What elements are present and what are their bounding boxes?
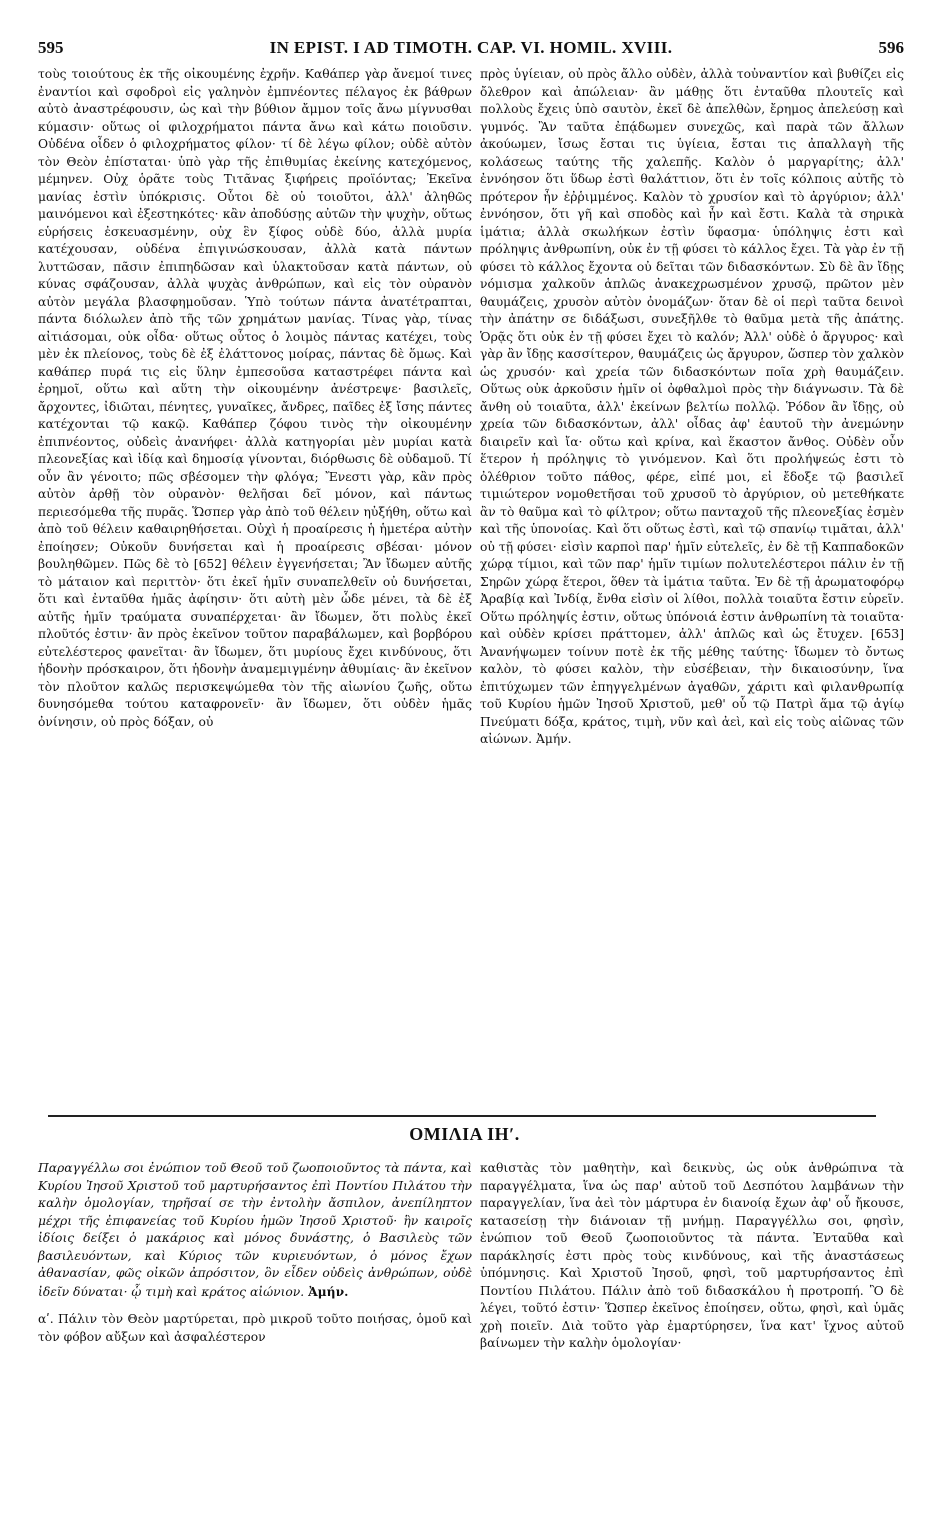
first-paragraph: αʹ. Πάλιν τὸν Θεὸν μαρτύρεται, πρὸ μικροῦ τοῦτο ποιήσας, ὁμοῦ καὶ τὸν φόβον αὔξων καὶ ἀσφαλέστερον [38,1312,472,1344]
right-column-lower-text: καθιστὰς τὸν μαθητὴν, καὶ δεικνὺς, ὡς οὐκ ἀνθρώπινα τὰ παραγγέλματα, ἵνα ὡς παρ' αὐτοῦ τοῦ Δεσπότου λαμβάνων τὴν παραγγελίαν, ἵνα ἀεὶ τὸν μάρτυρα ἐν διανοίᾳ ἔχων ἀφ' οὗ ἤκουσε, κατασείσῃ τὴν διάνοιαν τῇ μνήμῃ. Παραγγέλλω σοι, φησὶν, ἐνώπιον τοῦ Θεοῦ ζωοποιοῦντος τὰ πάντα. Ἐνταῦθα καὶ παράκλησίς ἐστι πρὸς τοὺς κινδύνους, καὶ τῆς ἀναστάσεως ὑπόμνησις. Καὶ Χριστοῦ Ἰησοῦ, φησὶ, τοῦ μαρτυρήσαντος ἐπὶ Ποντίου Πιλάτου. Πάλιν ἀπὸ τοῦ διδασκάλου ἡ προτροπή. Ὃ δὲ λέγει, τοῦτό ἐστιν· Ὥσπερ ἐκεῖνος ἐποίησεν, οὕτω, φησὶ, καὶ ὑμᾶς χρὴ ποιεῖν. Διὰ τοῦτο γὰρ ἐμαρτύρησεν, ἵνα κατ' ἴχνος αὐτοῦ βαίνωμεν τὴν καλὴν ὁμολογίαν· [480,1161,904,1350]
running-title: IN EPIST. I AD TIMOTH. CAP. VI. HOMIL. XVIII. [269,38,673,57]
left-column-lower [38,1160,472,1346]
scripture-quote [38,1160,472,1301]
homily-title: ΟΜΙΛΙΑ ΙΗʹ. [409,1124,520,1144]
right-column-text: πρὸς ὑγίειαν, οὐ πρὸς ἄλλο οὐδὲν, ἀλλὰ τοὐναντίον καὶ βυθίζει εἰς ὄλεθρον καὶ ἀπώλειαν· ἂν μάθῃς ὅτι ἐνταῦθα πλουτεῖς καὶ πολλοὺς ἔχεις ὑπὸ σαυτὸν, ἐκεῖ δὲ ἀπελθὼν, ἔρημος ἀπελεύσῃ καὶ γυμνός. Ἂν ταῦτα ἐπᾴδωμεν συνεχῶς, καὶ παρὰ τῶν ἄλλων ἀκούωμεν, ἴσως ἔσται τις ὑγίεια, ἔσται τις ἀπαλλαγὴ τῆς κολάσεως ταύτης τῆς χαλεπῆς. Καλὸν ὁ μαργαρίτης; ἀλλ' ἐννόησον ὅτι ὕδωρ ἐστὶ θαλάττιον, ὅτι ἐν τοῖς κόλποις αὐτῆς τὸ πρότερον ἦν ἐῤῥιμμένος. Καλὸν τὸ χρυσίον καὶ τὸ ἀργύριον; ἀλλ' ἐννόησον, ὅτι γῆ καὶ σποδὸς καὶ ἦν καὶ ἔστι. Καλὰ τὰ σηρικὰ ἱμάτια; ἀλλὰ σκωλήκων ἐστὶν ὕφασμα· ὑπόληψις ἐστι καὶ πρόληψις ἀνθρωπίνη, οὐκ ἐν τῇ φύσει τὸ κάλλος ἔχει. Τὰ γὰρ ἐν τῇ φύσει τὸ κάλλος ἔχοντα οὐ δεῖται τῶν διδασκόντων. Σὺ δὲ ἂν ἴδῃς νόμισμα χαλκοῦν ἁπλῶς ἀνακεχρωσμένον χρυσῷ, πρῶτον μὲν θαυμάζεις, χρυσὸν αὐτὸν ὀνομάζων· ὅταν δὲ οἱ περὶ ταῦτα δεινοὶ τὴν ἀπάτην σε διδάξωσι, συνεξῆλθε τὸ θαῦμα μετὰ τῆς ἀπάτης. Ὁρᾷς ὅτι οὐκ ἐν τῇ φύσει ἔχει τὸ καλόν; Ἀλλ' οὐδὲ ὁ ἄργυρος· καὶ γὰρ ἂν ἴδῃς κασσίτερον, θαυμάζεις ὡς ἄργυρον, ὥσπερ τὸν χαλκὸν ὡς χρυσόν· καὶ χρεία τῶν διδασκόντων ποῖα χρὴ θαυμάζειν. Οὕτως οὐκ ἀρκοῦσιν ἡμῖν οἱ ὀφθαλμοὶ πρὸς τὴν διάγνωσιν. Τὰ δὲ ἄνθη οὐ τοιαῦτα, ἀλλ' ἐκείνων βελτίω πολλῷ. Ῥόδον ἂν ἴδῃς, οὐ χρεία τῶν διδασκόντων, ἀλλ' οἶδας ἀφ' ἑαυτοῦ τὴν ἀνεμώνην διαιρεῖν καὶ ἴα· οὕτω καὶ κρίνα, καὶ ἕκαστον ἄνθος. Οὐδὲν οὖν ἕτερον ἡ πρόληψις τὸ γινόμενον. Καὶ ὅτι προλήψεώς ἐστι τὸ ὀλέθριον τοῦτο πάθος, φέρε, εἰπέ μοι, εἰ ἔδοξε τῷ βασιλεῖ τιμιώτερον νομοθετῆσαι τοῦ χρυσοῦ τὸ ἀργύριον, οὐ μετεθήκατε ἂν τὸ θαῦμα καὶ τὸ φίλτρον; οὕτω πανταχοῦ τῆς πλεονεξίας ἐσμὲν καὶ τῆς ὑπονοίας. Καὶ ὅτι οὕτως ἐστὶ, καὶ τῷ σπανίῳ τιμᾶται, ἀλλ' οὐ τῇ φύσει· εἰσὶν καρποὶ παρ' ἡμῖν εὐτελεῖς, ἐν δὲ τῇ Καππαδοκῶν χώρᾳ τίμιοι, καὶ τῶν παρ' ἡμῖν τιμίων πολυτελέστεροι πάλιν ἐν τῇ Σηρῶν χώρᾳ ἕτεροι, ὅθεν τὰ ἱμάτια ταῦτα. Ἐν δὲ τῇ ἀρωματοφόρῳ Ἀραβίᾳ καὶ Ἰνδίᾳ, ἔνθα εἰσὶν οἱ λίθοι, πολλὰ τοιαῦτα ἔστιν εὑρεῖν. Οὕτω πρόληψίς ἐστιν, οὕτως ὑπόνοιά ἐστιν ἀνθρωπίνη τὰ τοιαῦτα· καὶ οὐδὲν κρίσει πράττομεν, ἀλλ' ἁπλῶς καὶ ὡς ἔτυχεν. [653] Ἀνανήψωμεν τοίνυν ποτὲ ἐκ τῆς μέθης ταύτης· ἴδωμεν τὸ ὄντως καλὸν, τὸ φύσει καλὸν, τὴν εὐσέβειαν, τὴν δικαιοσύνην, ἵνα ἐπιτύχωμεν τῶν ἐπηγγελμένων ἀγαθῶν, χάριτι καὶ φιλανθρωπίᾳ τοῦ Κυρίου ἡμῶν Ἰησοῦ Χριστοῦ, μεθ' οὗ τῷ Πατρὶ ἅμα τῷ ἁγίῳ Πνεύματι δόξα, κράτος, τιμὴ, νῦν καὶ ἀεὶ, καὶ εἰς τοὺς αἰῶνας τῶν αἰώνων. Ἀμήν. [480,67,904,746]
left-column-upper [38,66,472,731]
page-number-left: 595 [38,38,64,57]
scripture-text: Παραγγέλλω σοι ἐνώπιον τοῦ Θεοῦ τοῦ ζωοποιοῦντος τὰ πάντα, καὶ Κυρίου Ἰησοῦ Χριστοῦ τοῦ μαρτυρήσαντος ἐπὶ Ποντίου Πιλάτου τὴν καλὴν ὁμολογίαν, τηρῆσαί σε τὴν ἐντολὴν ἄσπιλον, ἀνεπίληπτον μέχρι τῆς ἐπιφανείας τοῦ Κυρίου ἡμῶν Ἰησοῦ Χριστοῦ· ἣν καιροῖς ἰδίοις δείξει ὁ μακάριος καὶ μόνος δυνάστης, ὁ Βασιλεὺς τῶν βασιλευόντων, καὶ Κύριος τῶν κυριευόντων, ὁ μόνος ἔχων ἀθανασίαν, φῶς οἰκῶν ἀπρόσιτον, ὃν εἶδεν οὐδεὶς ἀνθρώπων, οὐδὲ ἰδεῖν δύναται· ᾧ τιμὴ καὶ κράτος αἰώνιον. [38,1161,472,1299]
page-number-right: 596 [878,38,904,57]
right-column-lower [480,1160,904,1353]
right-column-upper [480,66,904,749]
section-divider [48,1115,876,1117]
page-header [38,38,904,62]
amen-text: Ἀμήν. [308,1283,349,1299]
left-column-text: τοὺς τοιούτους ἐκ τῆς οἰκουμένης ἐχρῆν. Καθάπερ γὰρ ἄνεμοί τινες ἐναντίοι καὶ σφοδροὶ εἰς γαληνὸν ἐμπνέοντες πέλαγος ἐκ βάθρων αὐτὸ ἀναστρέφουσιν, ὡς καὶ τὴν βύθιον ἄμμον τοῖς ἄνω μίγνυσθαι κύμασιν· οὕτως οἱ φιλοχρήματοι πάντα ἄνω καὶ κάτω ποιοῦσιν. Οὐδένα οἶδεν ὁ φιλοχρήματος φίλον· τί δὲ λέγω φίλον; οὐδὲ αὐτὸν τὸν Θεὸν ἐπίσταται· ὑπὸ γὰρ τῆς ἐπιθυμίας ἐκείνης κατεχόμενος, μέμηνεν. Οὐχ ὁρᾶτε τοὺς Τιτᾶνας ξιφήρεις προϊόντας; Ἐκεῖνα μανίας ἐστὶν ὑπόκρισις. Οὗτοι δὲ οὐ τοιοῦτοι, ἀλλ' ἀληθῶς μαινόμενοι καὶ ἐξεστηκότες· κἂν ἀποδύσῃς αὐτῶν τὴν ψυχὴν, οὕτως εὑρήσεις ἐσκευασμένην, οὐχ ἓν ξίφος οὐδὲ δύο, ἀλλὰ μυρία κατέχουσαν, οὐδένα ἐπιγινώσκουσαν, ἀλλὰ κατὰ πάντων λυττῶσαν, πᾶσιν ἐπιπηδῶσαν καὶ ὑλακτοῦσαν κατὰ πάντων, οὐ κύνας σφάζουσαν, ἀλλὰ ψυχὰς ἀνθρώπων, καὶ εἰς τὸν οὐρανὸν αὐτὸν μεγάλα βλασφημοῦσαν. Ὑπὸ τούτων πάντα ἀνατέτραπται, πάντα διόλωλεν ἀπὸ τῆς τῶν χρημάτων μανίας. Τίνας γὰρ, τίνας αἰτιάσομαι, οὐκ οἶδα· οὕτως οὗτος ὁ λοιμὸς πάντας κατέχει, τοὺς μὲν ἐκ πλείονος, τοὺς δὲ ἐξ ἐλάττονος μοίρας, πάντας δὲ ὅμως. Καὶ καθάπερ πυρά τις εἰς ὕλην ἐμπεσοῦσα καταστρέφει πάντα καὶ ἐρημοῖ, οὕτω καὶ αὕτη τὴν οἰκουμένην ἀνέστρεψε· βασιλεῖς, ἄρχοντες, ἰδιῶται, πένητες, γυναῖκες, ἄνδρες, παῖδες ἐξ ἴσης πάντες κατέχονται τῷ κακῷ. Καθάπερ ζόφου τινὸς τὴν οἰκουμένην ἐπιπνέοντος, οὐδεὶς ἀνανήφει· ἀλλὰ κατηγορίαι μὲν μυρίαι κατὰ πλεονεξίας καὶ ἰδίᾳ καὶ δημοσίᾳ γίνονται, διόρθωσις δὲ οὐδαμοῦ. Τί οὖν ἂν γένοιτο; πῶς σβέσομεν τὴν φλόγα; Ἔνεστι γὰρ, κἂν πρὸς αὐτὸν ἀρθῇ τὸν οὐρανὸν· θελῆσαι δεῖ μόνον, καὶ πάντως περιεσόμεθα τῆς πυρᾶς. Ὥσπερ γὰρ ἀπὸ τοῦ θέλειν ηὐξήθη, οὕτω καὶ ἀπὸ τοῦ θέλειν καθαιρηθήσεται. Οὐχὶ ἡ προαίρεσις ἡ ἡμετέρα αὐτὴν ἐποίησεν; Οὐκοῦν δυνήσεται καὶ ἡ προαίρεσις σβέσαι· μόνον βουληθῶμεν. Πῶς δὲ τὸ [652] θέλειν ἐγγενήσεται; Ἂν ἴδωμεν αὐτῆς τὸ μάταιον καὶ περιττὸν· ὅτι ἐκεῖ ἡμῖν συναπελθεῖν οὐ δυνήσεται, ὅτι καὶ ἐνταῦθα ἡμᾶς ἀφίησιν· ὅτι αὐτὴ μὲν ὧδε μένει, τὰ δὲ ἐξ αὐτῆς ἡμῖν τραύματα συναπέρχεται· ἂν ἴδωμεν, ὅτι πολὺς ἐκεῖ πλοῦτός ἐστιν· ἂν πρὸς ἐκεῖνον τοῦτον παραβάλωμεν, καὶ βορβόρου εὐτελέστερος φανεῖται· ἂν ἴδωμεν, ὅτι μυρίους ἔχει κινδύνους, ὅτι ἡδονὴν πρόσκαιρον, ὅτι ἡδονὴν ἀναμεμιγμένην ἀθυμίαις· ἂν ἐκεῖνον τὸν πλοῦτον καλῶς περισκεψώμεθα τὸν τῆς αἰωνίου ζωῆς, οὕτω δυνησόμεθα τούτου καταφρονεῖν· ἂν ἴδωμεν, ὅτι οὐδὲν ἡμᾶς ὀνίνησιν, οὐ πρὸς δόξαν, οὐ [38,67,472,729]
